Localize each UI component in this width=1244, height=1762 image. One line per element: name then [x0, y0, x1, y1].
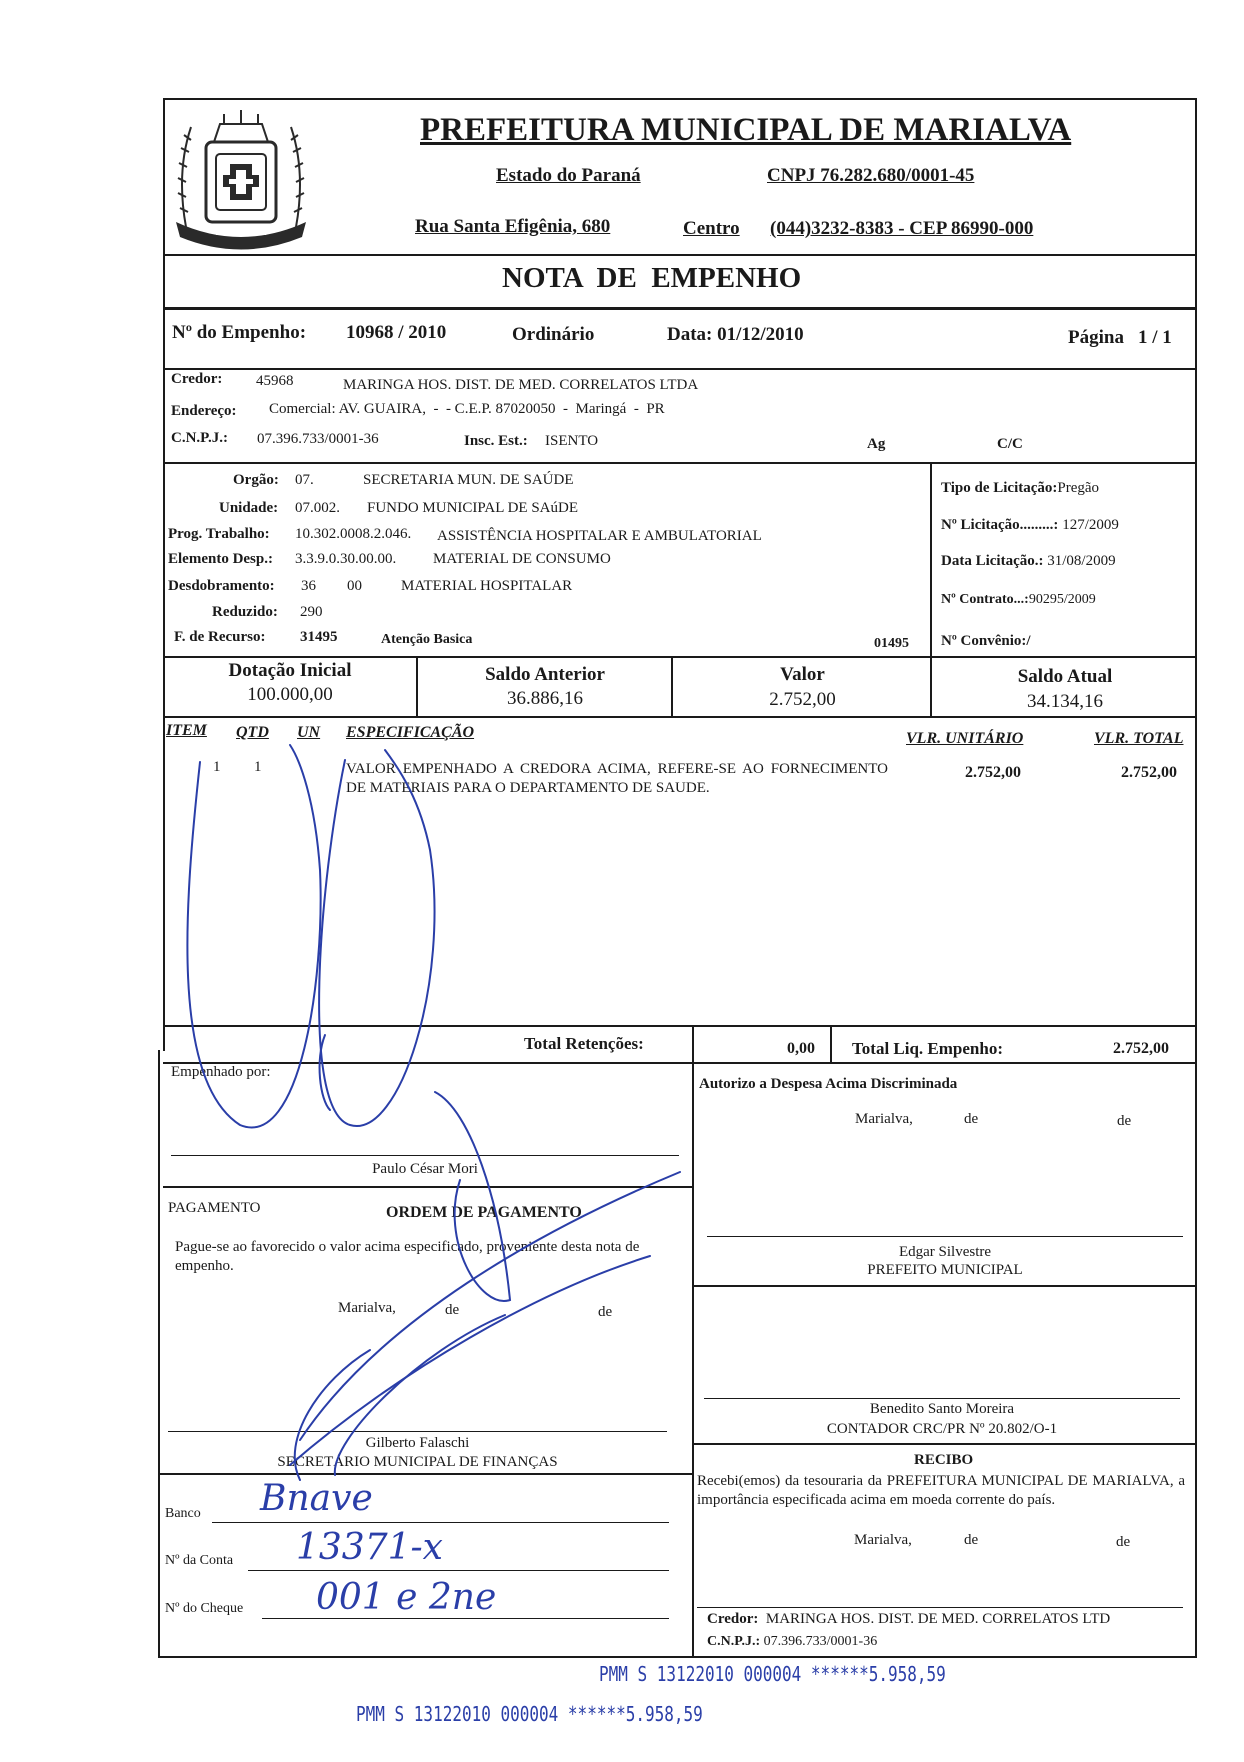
total-liquido-value: 2.752,00: [1113, 1040, 1169, 1057]
licitacao-type-value: Pregão: [1057, 480, 1100, 496]
credor-address-label: Endereço:: [171, 403, 237, 419]
recibo-text: Recebi(emos) da tesouraria da PREFEITURA MUNICIPAL DE MARIALVA, a importância especificada acima em moeda corrente do país.: [697, 1473, 1185, 1508]
item-number: 1: [213, 759, 221, 775]
col-header-espec: ESPECIFICAÇÃO: [346, 724, 475, 741]
autorizo-title: Autorizo a Despesa Acima Discriminada: [699, 1076, 958, 1092]
bank-stamp: PMM S 13122010 000004 ******5.958,59: [599, 1662, 946, 1686]
pagamento-city: Marialva,: [338, 1300, 396, 1316]
conta-handwritten: 13371-x: [296, 1527, 443, 1568]
dotacao-label: Dotação Inicial: [228, 660, 352, 681]
orgao-code: 07.: [295, 472, 314, 488]
recibo-month-de: de: [1116, 1534, 1131, 1550]
prefeito-name: Edgar Silvestre: [898, 1244, 992, 1260]
recibo-day-de: de: [964, 1532, 979, 1548]
licitacao-date-label: Data Licitação.:: [941, 553, 1044, 569]
prog-trabalho-name: ASSISTÊNCIA HOSPITALAR E AMBULATORIAL: [437, 528, 762, 544]
municipality-cnpj: CNPJ 76.282.680/0001-45: [767, 165, 975, 186]
unidade-code: 07.002.: [295, 500, 340, 516]
page-number: 1 / 1: [1138, 327, 1172, 348]
licitacao-number-label: Nº Licitação.........:: [941, 517, 1059, 533]
credor-cnpj: 07.396.733/0001-36: [257, 431, 379, 447]
credor-account-label: C/C: [997, 436, 1023, 452]
recibo-credor-label: Credor:: [707, 1611, 759, 1627]
contador-name: Benedito Santo Moreira: [869, 1401, 1015, 1417]
page-label: Página: [1068, 327, 1124, 348]
saldo-anterior-label: Saldo Anterior: [485, 664, 605, 685]
recibo-title: RECIBO: [914, 1452, 974, 1468]
item-qtd: 1: [254, 759, 262, 775]
autorizo-city: Marialva,: [855, 1111, 913, 1127]
valor-value: 2.752,00: [769, 689, 836, 710]
recibo-city: Marialva,: [854, 1532, 912, 1548]
recurso-code: 31495: [300, 629, 338, 645]
total-retencoes-value: 0,00: [787, 1040, 815, 1057]
recibo-cnpj-label: C.N.P.J.:: [707, 1634, 761, 1649]
unidade-name: FUNDO MUNICIPAL DE SAúDE: [367, 500, 578, 516]
pagamento-label: PAGAMENTO: [168, 1200, 261, 1216]
financas-signer-name: Gilberto Falaschi: [365, 1435, 470, 1451]
financas-signer-role: SECRETÁRIO MUNICIPAL DE FINANÇAS: [277, 1454, 558, 1470]
cheque-label: Nº do Cheque: [165, 1601, 244, 1616]
col-header-qtd: QTD: [236, 724, 269, 741]
contrato-value: 90295/2009: [1028, 592, 1096, 605]
empenho-number-label: Nº do Empenho:: [172, 322, 307, 343]
col-header-un: UN: [297, 724, 321, 741]
dotacao-value: 100.000,00: [247, 684, 333, 705]
banco-label: Banco: [165, 1506, 201, 1521]
orgao-label: Orgão:: [233, 472, 279, 488]
total-retencoes-label: Total Retenções:: [524, 1034, 644, 1053]
elemento-label: Elemento Desp.:: [168, 551, 273, 567]
unidade-label: Unidade:: [219, 500, 279, 516]
recurso-name: Atenção Basica: [381, 632, 473, 647]
contrato-label: Nº Contrato...:: [941, 592, 1029, 605]
municipality-phone-cep: (044)3232-8383 - CEP 86990-000: [770, 218, 1034, 239]
recurso-extra-code: 01495: [874, 636, 909, 651]
item-espec: VALOR EMPENHADO A CREDORA ACIMA, REFERE-SE AO FORNECIMENTO DE MATERIAIS PARA O DEPARTAMENTO DE SAUDE.: [346, 761, 888, 796]
credor-name: MARINGA HOS. DIST. DE MED. CORRELATOS LTDA: [343, 377, 699, 393]
credor-code: 45968: [256, 373, 294, 389]
credor-cnpj-label: C.N.P.J.:: [171, 430, 228, 446]
prog-trabalho-code: 10.302.0008.2.046.: [295, 526, 412, 542]
empenho-date: Data: 01/12/2010: [667, 324, 804, 345]
credor-address: Comercial: AV. GUAIRA, - - C.E.P. 87020050 - Maringá - PR: [269, 401, 665, 417]
cheque-handwritten: 001 e 2ne: [316, 1577, 497, 1618]
reduzido-label: Reduzido:: [212, 604, 278, 620]
ordem-pagamento-title: ORDEM DE PAGAMENTO: [386, 1204, 582, 1221]
valor-label: Valor: [780, 664, 825, 685]
licitacao-type-label: Tipo de Licitação:: [941, 480, 1058, 496]
saldo-atual-value: 34.134,16: [1027, 691, 1103, 712]
convenio-label: Nº Convênio:/: [941, 633, 1031, 649]
recibo-cnpj-value: 07.396.733/0001-36: [763, 1634, 878, 1649]
desdobramento-sub: 00: [347, 578, 362, 594]
recibo-credor-name: MARINGA HOS. DIST. DE MED. CORRELATOS LTD: [765, 1611, 1111, 1627]
prefeito-role: PREFEITO MUNICIPAL: [867, 1262, 1023, 1278]
item-vlr-total: 2.752,00: [1121, 764, 1177, 781]
pagamento-day-de: de: [445, 1302, 460, 1318]
licitacao-date-value: 31/08/2009: [1047, 553, 1116, 569]
saldo-atual-label: Saldo Atual: [1017, 666, 1113, 687]
credor-agency-label: Ag: [867, 436, 886, 452]
elemento-name: MATERIAL DE CONSUMO: [433, 551, 611, 567]
desdobramento-name: MATERIAL HOSPITALAR: [401, 578, 573, 594]
saldo-anterior-value: 36.886,16: [507, 688, 583, 709]
reduzido-value: 290: [300, 604, 323, 620]
conta-label: Nº da Conta: [165, 1553, 234, 1568]
banco-handwritten: Bnave: [260, 1478, 373, 1519]
crest-banner-text: MARIALVA: [215, 227, 267, 238]
desdobramento-code: 36: [301, 578, 316, 594]
recurso-label: F. de Recurso:: [174, 629, 266, 645]
empenhado-name: Paulo César Mori: [372, 1161, 478, 1177]
empenho-number: 10968 / 2010: [346, 322, 447, 343]
empenho-type: Ordinário: [512, 324, 595, 345]
pagamento-text: Pague-se ao favorecido o valor acima especificado, proveniente desta nota de empenho.: [175, 1239, 640, 1274]
municipality-address: Rua Santa Efigênia, 680: [415, 216, 611, 237]
empenhado-label: Empenhado por:: [171, 1064, 271, 1080]
bank-stamp: PMM S 13122010 000004 ******5.958,59: [356, 1702, 703, 1726]
prog-trabalho-label: Prog. Trabalho:: [168, 526, 270, 542]
contador-role: CONTADOR CRC/PR Nº 20.802/O-1: [826, 1421, 1058, 1437]
total-liquido-label: Total Liq. Empenho:: [852, 1039, 1003, 1058]
autorizo-day-de: de: [964, 1111, 979, 1127]
municipality-district: Centro: [683, 218, 740, 239]
state-name: Estado do Paraná: [496, 165, 641, 186]
municipality-title: PREFEITURA MUNICIPAL DE MARIALVA: [420, 112, 1072, 148]
orgao-name: SECRETARIA MUN. DE SAÚDE: [363, 472, 574, 488]
item-vlr-unit: 2.752,00: [965, 764, 1021, 781]
credor-label: Credor:: [171, 371, 223, 387]
desdobramento-label: Desdobramento:: [168, 578, 275, 594]
pagamento-month-de: de: [598, 1304, 613, 1320]
col-header-vlr-total: VLR. TOTAL: [1094, 730, 1184, 747]
licitacao-number-value: 127/2009: [1062, 517, 1119, 533]
credor-ie: ISENTO: [545, 433, 599, 449]
autorizo-month-de: de: [1117, 1113, 1132, 1129]
col-header-item: ITEM: [166, 722, 207, 739]
elemento-code: 3.3.9.0.30.00.00.: [295, 551, 397, 567]
credor-ie-label: Insc. Est.:: [464, 433, 528, 449]
document-title: NOTA DE EMPENHO: [502, 262, 802, 294]
col-header-vlr-unit: VLR. UNITÁRIO: [906, 730, 1024, 747]
